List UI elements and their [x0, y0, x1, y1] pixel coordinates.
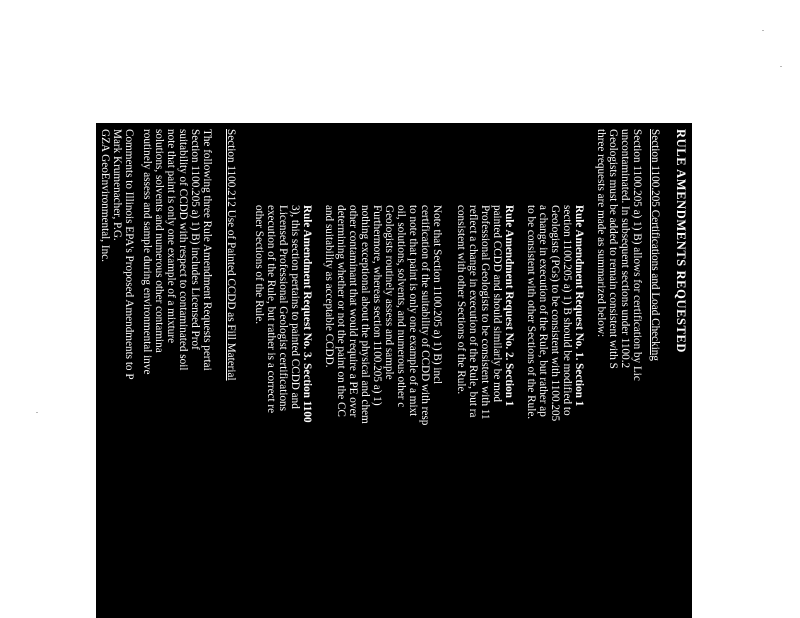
note-line: nothing exceptional about the physical and chem [359, 205, 371, 424]
note-line: determining whether or not the paint on the CC [335, 205, 347, 417]
request-1-line: a change in execution of the Rule, but rather ap [537, 205, 549, 417]
document-title: RULE AMENDMENTS REQUESTED [674, 129, 688, 354]
scan-speck [762, 30, 764, 31]
footer-line: Comments to Illinois EPA's Proposed Amendments to P [123, 129, 135, 380]
request-3-line: other Sections of the Rule. [253, 205, 265, 324]
note-line: certification of the suitability of CCDD with resp [419, 205, 431, 426]
para1-line: Section 1100.205 a) 1) B) allows for certification by Lic [631, 129, 643, 381]
para2-line: note that paint is only one example of a mixture [165, 129, 177, 344]
section-heading-1100-212: Section 1100.212 Use of Painted CCDD as Fill Material [225, 129, 237, 381]
note-line: Furthermore, whereas section 1100.205 a) 1) [371, 205, 383, 406]
para2-line: The following three Rule Amendment Requests pertai [201, 129, 213, 371]
note-line: other contaminant that would require a PE over [347, 205, 359, 418]
request-3-line: 3), this section pertains to painted CCDD and [289, 205, 301, 409]
para1-line: Geologists must be added to remain consistent with S [607, 129, 619, 369]
scanned-page [96, 123, 692, 618]
request-1-line: section 1100.205 a) 1) B should be modified to [561, 205, 573, 416]
rotated-document-text [96, 123, 692, 618]
para1-line: uncontaminated. In subsequent sections under 1100.2 [619, 129, 631, 369]
request-2-line: reflect a change in execution of the Rule, but ra [467, 205, 479, 418]
request-2-line: consistent with other Sections of the Rule. [455, 205, 467, 395]
scan-speck [36, 412, 38, 413]
request-3-line: Rule Amendment Request No. 3. Section 1100 [301, 205, 313, 423]
request-2-line: Professional Geologists to be consistent with 11 [479, 205, 491, 420]
para2-line: suitability of CCDD with respect to contaminated soil [177, 129, 189, 371]
request-2-line: painted CCDD and should similarly be mod [491, 205, 503, 403]
scan-speck [780, 66, 782, 67]
note-line: oil, solutions, solvents, and numerous other c [395, 205, 407, 408]
para2-line: solutions, solvents and numerous other contamina [153, 129, 165, 353]
note-line: to note that paint is only one example of a mixt [407, 205, 419, 417]
request-2-line: Rule Amendment Request No. 2. Section 1 [503, 205, 515, 407]
note-line: Geologists routinely assess and sample [383, 205, 395, 380]
request-3-line: execution of the Rule, but rather is a correct re [265, 205, 277, 414]
request-1-line: Rule Amendment Request No. 1. Section 1 [573, 205, 585, 407]
note-line: Note that Section 1100.205 a) 1) B) incl [431, 205, 443, 385]
request-1-line: Geologists (PGs) to be consistent with 1100.205 [549, 205, 561, 422]
note-line: and suitability as acceptable CCDD. [323, 205, 335, 368]
request-3-line: Licensed Professional Geologist certifications [277, 205, 289, 411]
para2-line: Section 1100.205 a) 1) B) includes Licensed Prof [189, 129, 201, 350]
section-heading-1100-205: Section 1100.205 Certifications and Load Checking [649, 129, 661, 361]
para2-line: routinely assess and sample during environmental inve [141, 129, 153, 375]
request-1-line: to be consistent with other Sections of the Rule. [525, 205, 537, 420]
para1-line: three requests are made as summarized below: [595, 129, 607, 338]
footer-line: Mark Krumenacher, P.G. [111, 129, 123, 241]
footer-line: GZA GeoEnvironmental, Inc. [99, 129, 111, 262]
